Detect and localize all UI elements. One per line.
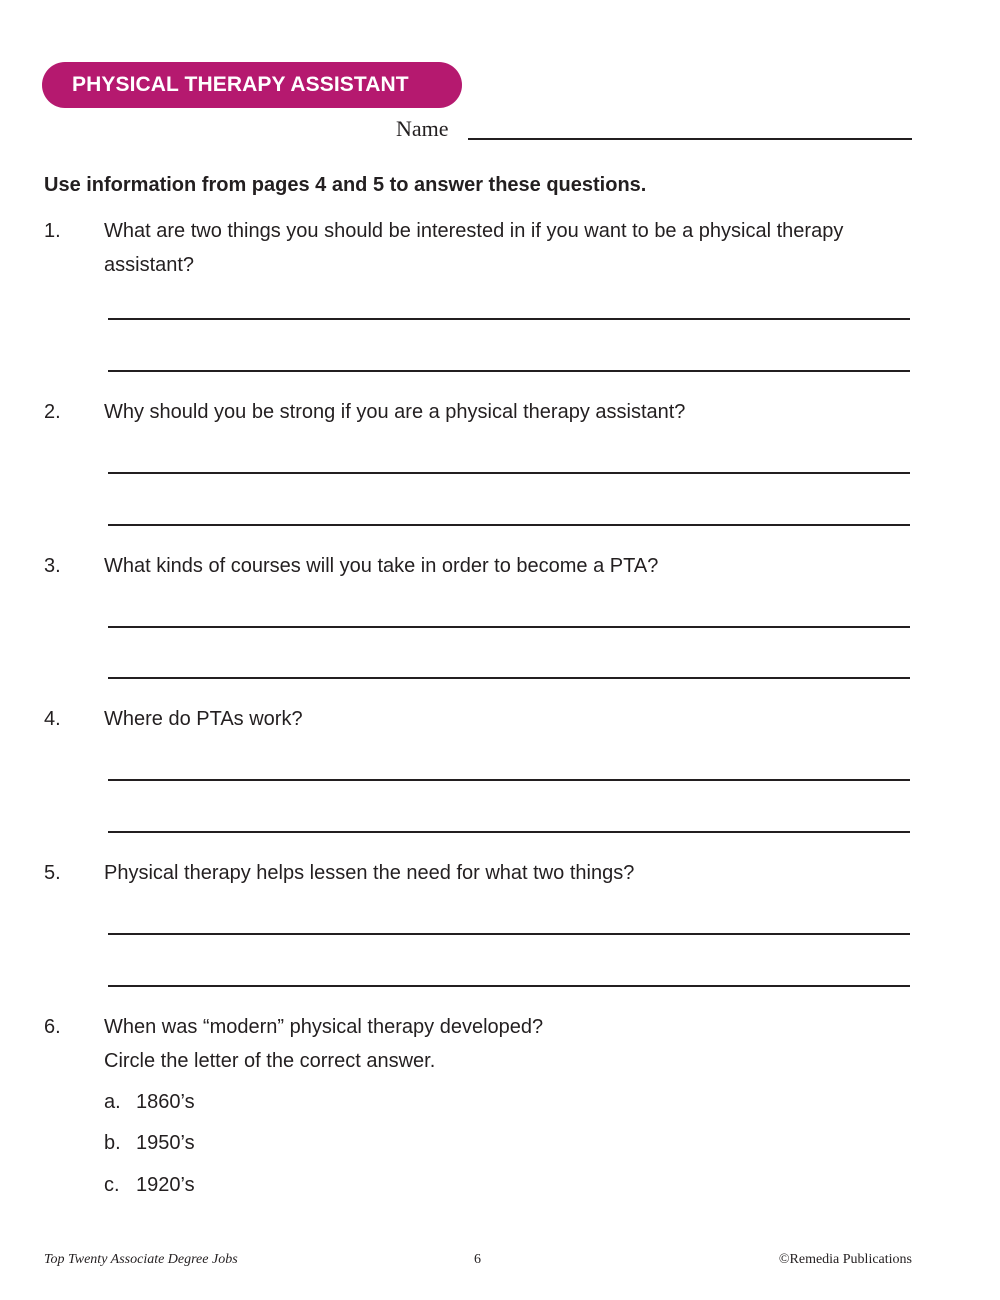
question-text: What kinds of courses will you take in order to become a PTA? [104, 555, 659, 577]
answer-line[interactable] [108, 933, 910, 935]
question-number: 4. [44, 708, 61, 730]
question-number: 5. [44, 862, 61, 884]
question-number: 3. [44, 555, 61, 577]
answer-line[interactable] [108, 524, 910, 526]
answer-line[interactable] [108, 472, 910, 474]
option-text: 1860’s [136, 1091, 195, 1113]
option-text: 1920’s [136, 1174, 195, 1196]
option-letter: a. [104, 1091, 121, 1113]
title-banner [42, 62, 462, 108]
question-text [104, 1010, 914, 1078]
answer-option-b[interactable] [104, 1129, 195, 1157]
question-number: 6. [44, 1016, 61, 1038]
answer-option-a[interactable] [104, 1088, 195, 1116]
option-letter: b. [104, 1132, 121, 1154]
answer-line[interactable] [108, 831, 910, 833]
answer-line[interactable] [108, 370, 910, 372]
answer-line[interactable] [108, 985, 910, 987]
question-text: Physical therapy helps lessen the need for what two things? [104, 862, 635, 884]
instructions: Use information from pages 4 and 5 to answer these questions. [44, 174, 647, 196]
question-text: Where do PTAs work? [104, 708, 303, 730]
answer-line[interactable] [108, 626, 910, 628]
answer-option-c[interactable] [104, 1171, 195, 1199]
name-label: Name [396, 116, 449, 141]
question-text: Why should you be strong if you are a physical therapy assistant? [104, 401, 686, 423]
option-letter: c. [104, 1174, 120, 1196]
page-title: PHYSICAL THERAPY ASSISTANT [72, 73, 409, 96]
question-number: 1. [44, 220, 61, 242]
answer-line[interactable] [108, 677, 910, 679]
name-input-line[interactable] [468, 138, 912, 140]
question-text: What are two things you should be interested in if you want to be a physical therapy assistant? [104, 220, 844, 276]
option-text: 1950’s [136, 1132, 195, 1154]
footer-publisher: ©Remedia Publications [778, 1252, 912, 1267]
question-text-line: When was “modern” physical therapy developed? [104, 1016, 544, 1038]
question-number: 2. [44, 401, 61, 423]
question-subtext: Circle the letter of the correct answer. [104, 1050, 436, 1072]
footer-book-title: Top Twenty Associate Degree Jobs [44, 1252, 238, 1267]
answer-line[interactable] [108, 779, 910, 781]
name-row [396, 116, 912, 146]
answer-line[interactable] [108, 318, 910, 320]
footer-page-number: 6 [474, 1252, 481, 1267]
